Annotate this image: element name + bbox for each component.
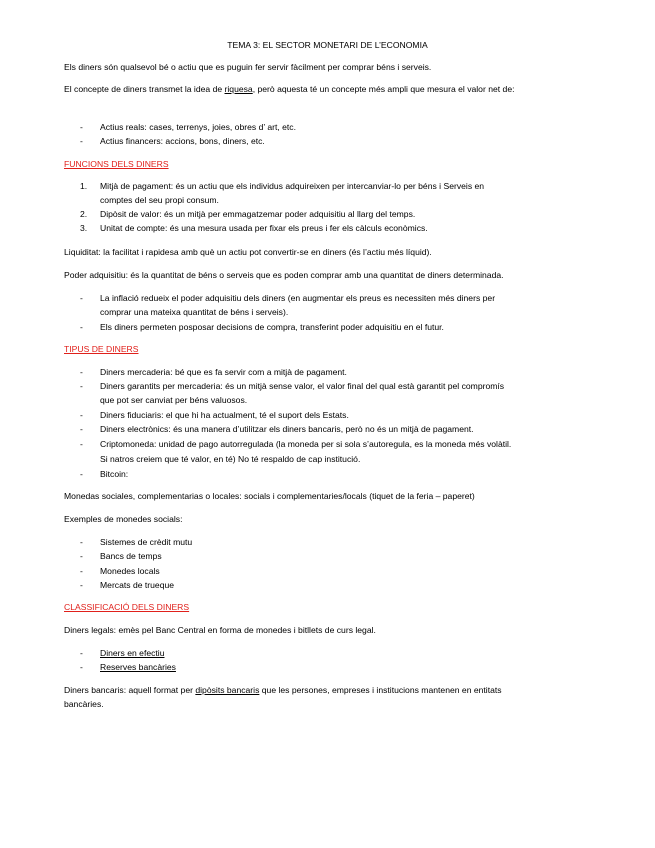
- list-item-text: Bancs de temps: [100, 551, 162, 561]
- concept-text-after: , però aquesta té un concepte més ampli que mesura el valor net de:: [252, 84, 515, 94]
- page-title: TEMA 3: EL SECTOR MONETARI DE L’ECONOMIA: [227, 40, 428, 50]
- list-bullet: -: [80, 410, 83, 420]
- list-item-text-line2: que pot ser canviat per béns valuosos.: [100, 395, 248, 405]
- list-bullet: -: [80, 648, 83, 658]
- section-heading-tipus: TIPUS DE DINERS: [64, 344, 139, 354]
- list-item-text-line1: Diners mercaderia: bé que es fa servir com a mitjà de pagament.: [100, 367, 347, 377]
- list-item-text-line2: comprar una mateixa quantitat de béns i serveis).: [100, 307, 289, 317]
- list-item-text: Diners en efectiu: [100, 648, 165, 658]
- list-bullet: -: [80, 566, 83, 576]
- list-bullet: -: [80, 136, 83, 146]
- list-bullet: -: [80, 469, 83, 479]
- item-number: 2.: [80, 209, 88, 219]
- exemples-intro: Exemples de monedes socials:: [64, 514, 183, 524]
- list-item-text-line1: Diners fiduciaris: el que hi ha actualment, té el suport dels Estats.: [100, 410, 349, 420]
- item-text-line1: Dipòsit de valor: és un mitjà per emmagatzemar poder adquisitiu al llarg del temps.: [100, 209, 416, 219]
- concept-text-before: El concepte de diners transmet la idea de: [64, 84, 225, 94]
- poder-paragraph: Poder adquisitiu: és la quantitat de béns o serveis que es poden comprar amb una quantitat de diners determinada.: [64, 270, 504, 280]
- list-item-text-line1: La inflació redueix el poder adquisitiu dels diners (en augmentar els preus es necessiten més diners per: [100, 293, 496, 303]
- item-text-line2: comptes del seu propi consum.: [100, 195, 219, 205]
- list-bullet: -: [80, 580, 83, 590]
- list-bullet: -: [80, 293, 83, 303]
- list-item-text: Reserves bancàries: [100, 662, 176, 672]
- bancaris-paragraph: [64, 683, 594, 711]
- list-bullet: -: [80, 537, 83, 547]
- list-item-text-line1: Diners garantits per mercaderia: és un mitjà sense valor, el valor final del qual està garantit pel compromís: [100, 381, 505, 391]
- list-item-text-line1: Els diners permeten posposar decisions de compra, transferint poder adquisitiu en el futur.: [100, 322, 444, 332]
- list-bullet: -: [80, 439, 83, 449]
- list-item-text: Actius reals: cases, terrenys, joies, obres d’ art, etc.: [100, 122, 296, 132]
- diposits-bancaris-link: dipòsits bancaris: [195, 685, 260, 695]
- item-number: 1.: [80, 181, 88, 191]
- list-item-text: Sistemes de crèdit mutu: [100, 537, 193, 547]
- concept-paragraph: [64, 82, 594, 96]
- section-heading-funcions: FUNCIONS DELS DINERS: [64, 159, 169, 169]
- list-bullet: -: [80, 662, 83, 672]
- bancaris-text-after: que les persones, empreses i institucions mantenen en entitats: [259, 685, 502, 695]
- item-number: 3.: [80, 223, 88, 233]
- list-item-text-line2: Si natros creiem que té valor, en té) No té respaldo de cap institució.: [100, 454, 361, 464]
- riquesa-link: riquesa: [224, 84, 253, 94]
- list-bullet: -: [80, 122, 83, 132]
- intro-paragraph: Els diners són qualsevol bé o actiu que es puguin fer servir fàcilment per comprar béns i serveis.: [64, 62, 432, 72]
- liquiditat-paragraph: Liquiditat: la facilitat i rapidesa amb què un actiu pot convertir-se en diners (és l’actiu més líquid).: [64, 247, 432, 257]
- bancaris-text-before: Diners bancaris: aquell format per: [64, 685, 196, 695]
- list-item-text-line1: Bitcoin:: [100, 469, 129, 479]
- item-text-line1: Unitat de compte: és una mesura usada per fixar els preus i fer els càlculs econòmics.: [100, 223, 428, 233]
- item-text-line1: Mitjà de pagament: és un actiu que els individus adquireixen per intercanviar-lo per béns i Serveis en: [100, 181, 485, 191]
- list-bullet: -: [80, 367, 83, 377]
- list-item-text: Monedes locals: [100, 566, 160, 576]
- list-bullet: -: [80, 322, 83, 332]
- monedas-paragraph: Monedas sociales, complementarias o locales: socials i complementaries/locals (tiquet de la feria – paperet): [64, 491, 475, 501]
- bancaris-text-line2: bancàries.: [64, 699, 104, 709]
- list-item-text: Mercats de trueque: [100, 580, 175, 590]
- list-item-text-line1: Criptomoneda: unidad de pago autorregulada (la moneda per si sola s’autoregula, es la moneda més volàtil.: [100, 439, 512, 449]
- section-heading-classificacio: CLASSIFICACIÓ DELS DINERS: [64, 602, 190, 612]
- list-item-text-line1: Diners electrònics: és una manera d’utilitzar els diners bancaris, però no és un mitjà de pagament.: [100, 424, 474, 434]
- list-bullet: -: [80, 424, 83, 434]
- list-bullet: -: [80, 551, 83, 561]
- list-bullet: -: [80, 381, 83, 391]
- list-item-text: Actius financers: accions, bons, diners, etc.: [100, 136, 265, 146]
- diners-legals-paragraph: Diners legals: emès pel Banc Central en forma de monedes i bitllets de curs legal.: [64, 625, 376, 635]
